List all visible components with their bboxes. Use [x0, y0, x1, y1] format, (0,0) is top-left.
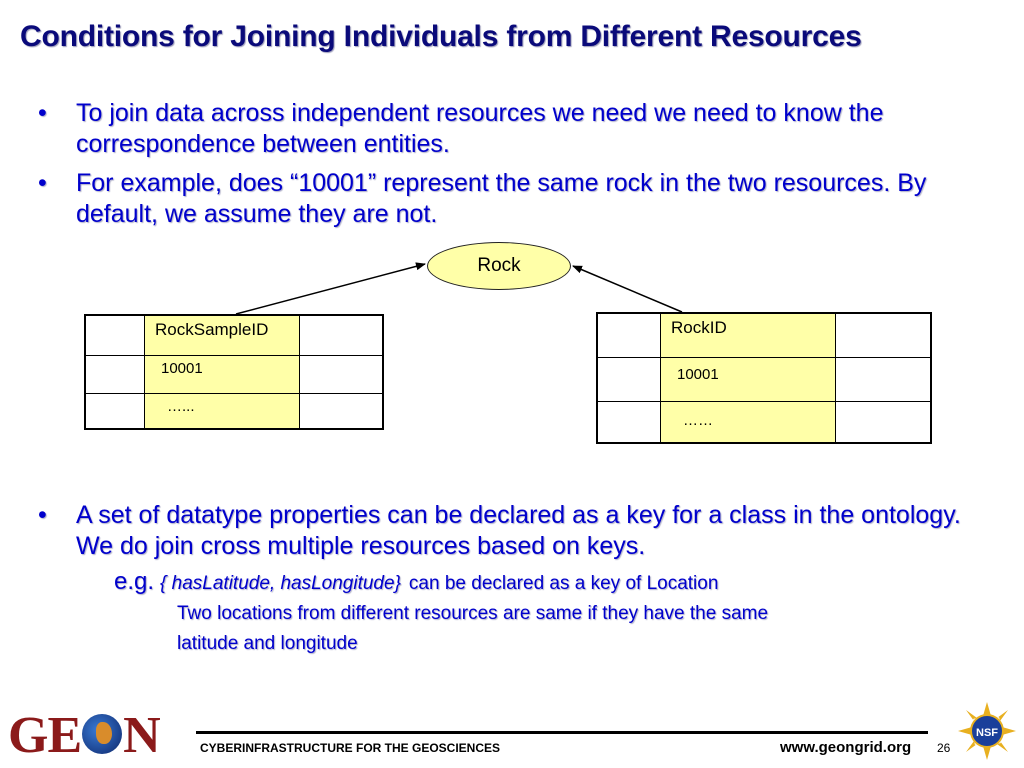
table-cell [836, 313, 932, 357]
rock-label: Rock [477, 255, 521, 276]
key-value-cell [661, 357, 836, 401]
left-key-value: 10001 [161, 359, 203, 377]
table-cell [300, 355, 384, 393]
bullet-marker: • [38, 501, 47, 529]
right-key-value: 10001 [677, 365, 719, 383]
slide-title: Conditions for Joining Individuals from Different Resources [20, 20, 862, 53]
key-ellipsis-cell [145, 393, 300, 429]
geon-logo [8, 708, 160, 764]
globe-icon [82, 714, 122, 754]
right-key-header: RockID [671, 318, 727, 337]
arrow-left-to-rock [236, 264, 425, 314]
bullet-text: For example, does “10001” represent the same rock in the two resources. By default, we assume they are not. [76, 169, 927, 228]
footer-tagline: CYBERINFRASTRUCTURE FOR THE GEOSCIENCES [200, 741, 501, 755]
example-key-set: { hasLatitude, hasLongitude} [160, 573, 401, 594]
example-rest: can be declared as a key of Location [408, 573, 719, 594]
example-line [114, 568, 718, 596]
key-header-cell [661, 313, 836, 357]
table-cell [597, 401, 661, 443]
table-cell [597, 313, 661, 357]
key-ellipsis-cell [661, 401, 836, 443]
footer-url: www.geongrid.org [780, 739, 912, 756]
bullet-list-bottom [38, 500, 968, 570]
bullet-text: A set of datatype properties can be declared as a key for a class in the ontology. We do join cross multiple resources based on keys. [76, 501, 961, 560]
table-cell [85, 393, 145, 429]
table-cell [300, 315, 384, 355]
bullet-marker: • [38, 99, 47, 127]
example-detail-line: latitude and longitude [177, 633, 358, 654]
table-cell [300, 393, 384, 429]
left-key-ellipsis: …... [167, 397, 195, 415]
table-cell [85, 315, 145, 355]
logo-text-left: GE [8, 707, 82, 764]
example-detail-line: Two locations from different resources are same if they have the same [177, 603, 769, 624]
key-header-cell [145, 315, 300, 355]
key-value-cell [145, 355, 300, 393]
arrow-right-to-rock [573, 266, 682, 312]
left-key-header: RockSampleID [155, 320, 269, 339]
right-key-ellipsis: …… [683, 411, 713, 429]
table-cell [836, 401, 932, 443]
table-cell [597, 357, 661, 401]
footer-divider [196, 731, 928, 734]
table-cell [85, 355, 145, 393]
bullet-text: To join data across independent resources we need we need to know the correspondence between entities. [76, 99, 884, 158]
rock-class-ellipse [427, 242, 571, 290]
table-cell [836, 357, 932, 401]
logo-text-right: N [123, 707, 160, 764]
nsf-label: NSF [976, 727, 998, 739]
right-resource-table [596, 312, 932, 444]
page-number: 26 [937, 741, 951, 755]
example-prefix: e.g. [114, 568, 155, 595]
left-resource-table [84, 314, 384, 430]
bullet-item [38, 500, 968, 562]
nsf-logo-icon [958, 702, 1016, 760]
bullet-marker: • [38, 169, 47, 197]
